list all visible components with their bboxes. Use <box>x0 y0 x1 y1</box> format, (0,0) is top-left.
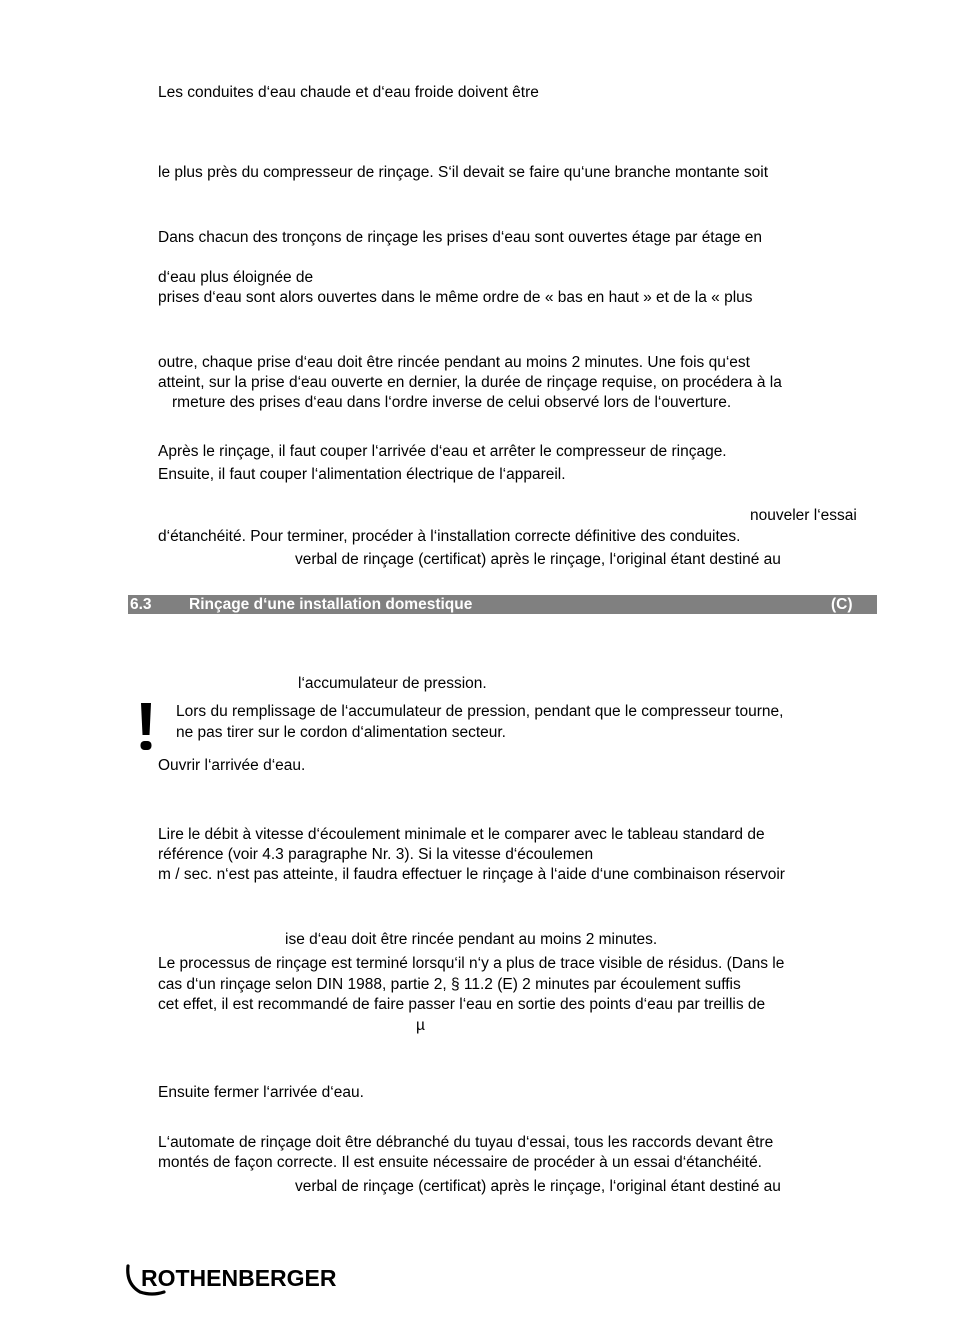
paragraph-line: Ensuite, il faut couper l‘alimentation électrique de l‘appareil. <box>158 466 566 483</box>
section-tag: (C) <box>831 596 853 613</box>
paragraph-line: Lire le débit à vitesse d‘écoulement minimale et le comparer avec le tableau standard de <box>158 826 765 843</box>
section-number: 6.3 <box>130 596 152 613</box>
exclamation-icon <box>136 701 156 753</box>
paragraph-line: m / sec. n‘est pas atteinte, il faudra effectuer le rinçage à l‘aide d‘une combinaison réservoir <box>158 866 785 883</box>
section-heading <box>128 595 877 614</box>
paragraph-line: Ensuite fermer l‘arrivée d‘eau. <box>158 1084 364 1101</box>
paragraph-line: montés de façon correcte. Il est ensuite nécessaire de procéder à un essai d‘étanchéité. <box>158 1154 762 1171</box>
paragraph-line: cas d‘un rinçage selon DIN 1988, partie 2, § 11.2 (E) 2 minutes par écoulement suffis <box>158 976 741 993</box>
paragraph-line: Le processus de rinçage est terminé lorsqu‘il n‘y a plus de trace visible de résidus. (Dans le <box>158 955 785 972</box>
paragraph-line: cet effet, il est recommandé de faire passer l‘eau en sortie des points d‘eau par treillis de <box>158 996 766 1013</box>
paragraph-line: d‘étanchéité. Pour terminer, procéder à l‘installation correcte définitive des conduites. <box>158 528 741 545</box>
warning-text: Lors du remplissage de l‘accumulateur de pression, pendant que le compresseur tourne, <box>176 703 784 720</box>
warning-text: ne pas tirer sur le cordon d‘alimentation secteur. <box>176 724 506 741</box>
paragraph-line: µ <box>416 1017 425 1034</box>
paragraph-line: référence (voir 4.3 paragraphe Nr. 3). Si la vitesse d‘écoulemen <box>158 846 594 863</box>
paragraph-line: Après le rinçage, il faut couper l‘arrivée d‘eau et arrêter le compresseur de rinçage. <box>158 443 727 460</box>
paragraph-line: verbal de rinçage (certificat) après le rinçage, l‘original étant destiné au <box>295 551 781 568</box>
paragraph-line: Dans chacun des tronçons de rinçage les prises d‘eau sont ouvertes étage par étage en <box>158 229 763 246</box>
paragraph-line: L‘automate de rinçage doit être débranché du tuyau d‘essai, tous les raccords devant être <box>158 1134 774 1151</box>
rothenberger-logo <box>124 1262 364 1296</box>
paragraph-line: outre, chaque prise d‘eau doit être rincée pendant au moins 2 minutes. Une fois qu‘est <box>158 354 750 371</box>
paragraph-line: verbal de rinçage (certificat) après le rinçage, l‘original étant destiné au <box>295 1178 781 1195</box>
section-title: Rinçage d‘une installation domestique <box>189 596 473 613</box>
paragraph-line: rmeture des prises d‘eau dans l‘ordre inverse de celui observé lors de l‘ouverture. <box>172 394 732 411</box>
paragraph-line: prises d‘eau sont alors ouvertes dans le même ordre de « bas en haut » et de la « plus <box>158 289 753 306</box>
paragraph-line: le plus près du compresseur de rinçage. S‘il devait se faire qu‘une branche montante soit <box>158 164 769 181</box>
paragraph-line: ise d‘eau doit être rincée pendant au moins 2 minutes. <box>285 931 658 948</box>
paragraph-line: Les conduites d‘eau chaude et d‘eau froide doivent être <box>158 84 539 101</box>
paragraph-line: nouveler l‘essai <box>750 507 857 524</box>
paragraph-line: Ouvrir l‘arrivée d‘eau. <box>158 757 306 774</box>
paragraph-line: l‘accumulateur de pression. <box>298 675 487 692</box>
paragraph-line: atteint, sur la prise d‘eau ouverte en dernier, la durée de rinçage requise, on procédera à la <box>158 374 782 391</box>
paragraph-line: d‘eau plus éloignée de <box>158 269 314 286</box>
svg-text:ROTHENBERGER: ROTHENBERGER <box>141 1265 337 1291</box>
